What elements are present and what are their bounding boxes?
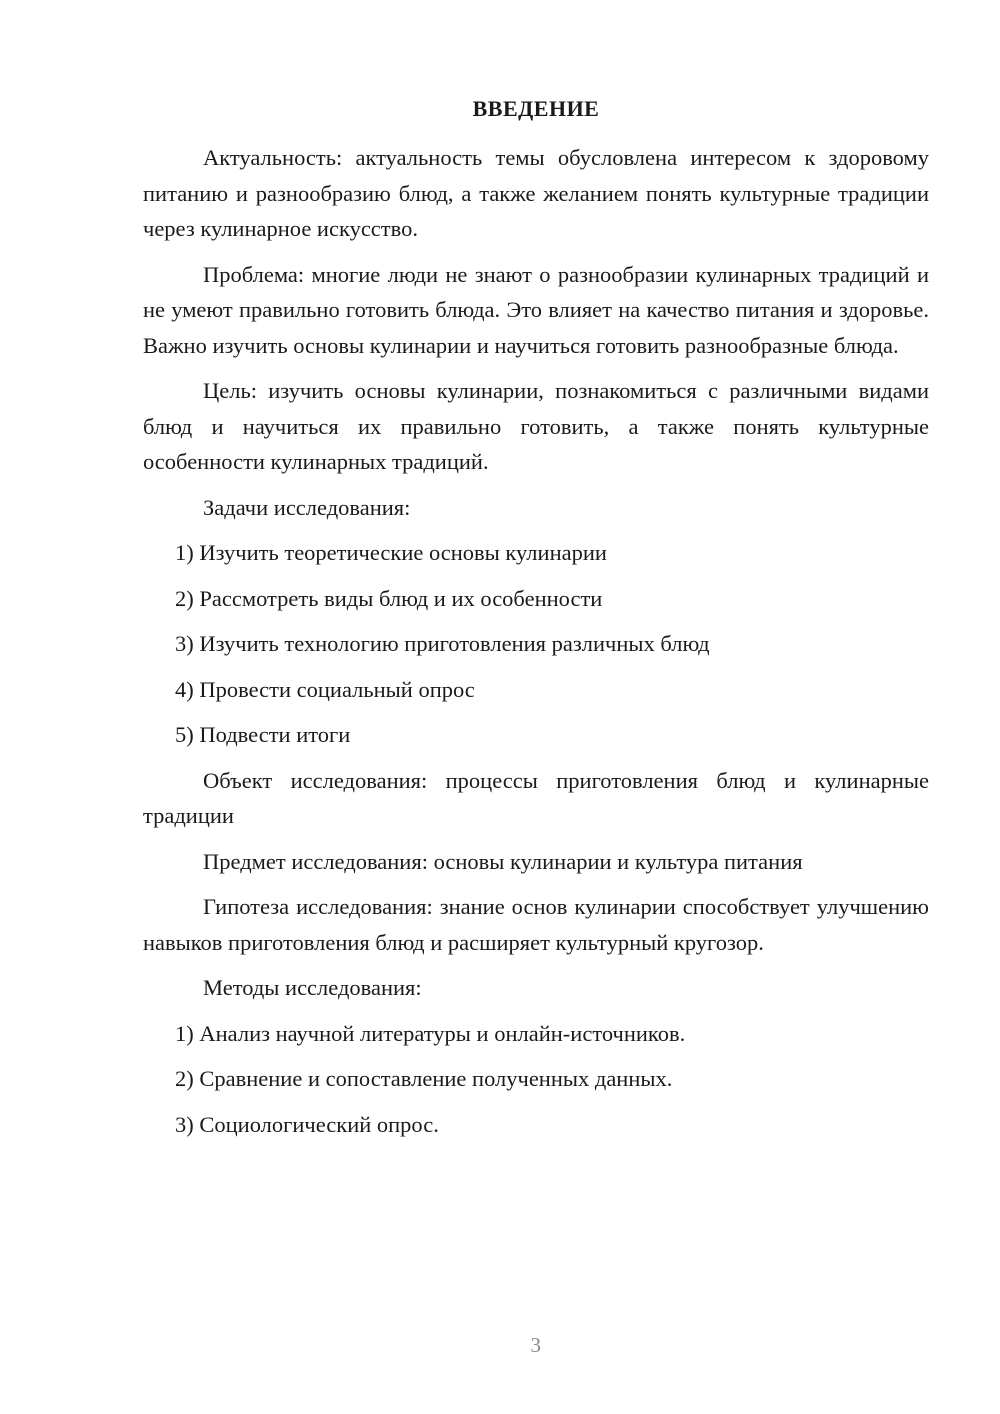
- list-item: 5) Подвести итоги: [175, 722, 351, 747]
- hypothesis-paragraph: Гипотеза исследования: знание основ кулинарии способствует улучшению навыков приготовления блюд и расширяет культурный кругозор.: [143, 894, 929, 955]
- page-number: 3: [530, 1333, 542, 1357]
- methods-heading: Методы исследования:: [203, 975, 422, 1000]
- problem-paragraph: Проблема: многие люди не знают о разнообразии кулинарных традиций и не умеют правильно готовить блюда. Это влияет на качество питания и здоровье. Важно изучить основы кулинарии и научиться готовить разнообразные блюда.: [143, 261, 929, 358]
- goal-paragraph: Цель: изучить основы кулинарии, познакомиться с различными видами блюд и научиться их правильно готовить, а также понять культурные особенности кулинарных традиций.: [143, 378, 929, 474]
- relevance-paragraph: Актуальность: актуальность темы обусловлена интересом к здоровому питанию и разнообразию блюд, а также желанием понять культурные традиции через кулинарное искусство.: [143, 145, 929, 241]
- document-body: [143, 140, 929, 1152]
- list-item: 1) Анализ научной литературы и онлайн-источников.: [175, 1020, 686, 1046]
- object-paragraph: Объект исследования: процессы приготовления блюд и кулинарные традиции: [143, 767, 929, 828]
- methods-list: [143, 1016, 929, 1143]
- list-item: 2) Сравнение и сопоставление полученных данных.: [175, 1066, 673, 1091]
- subject-paragraph: Предмет исследования: основы кулинарии и культура питания: [203, 848, 803, 874]
- list-item: 2) Рассмотреть виды блюд и их особенности: [175, 585, 603, 611]
- list-item: 3) Социологический опрос.: [175, 1111, 439, 1137]
- page-title: ВВЕДЕНИЕ: [472, 96, 600, 121]
- list-item: 4) Провести социальный опрос: [175, 676, 475, 702]
- tasks-heading: Задачи исследования:: [203, 494, 411, 520]
- tasks-list: [143, 535, 929, 753]
- list-item: 3) Изучить технологию приготовления различных блюд: [175, 631, 710, 656]
- list-item: 1) Изучить теоретические основы кулинарии: [175, 540, 607, 565]
